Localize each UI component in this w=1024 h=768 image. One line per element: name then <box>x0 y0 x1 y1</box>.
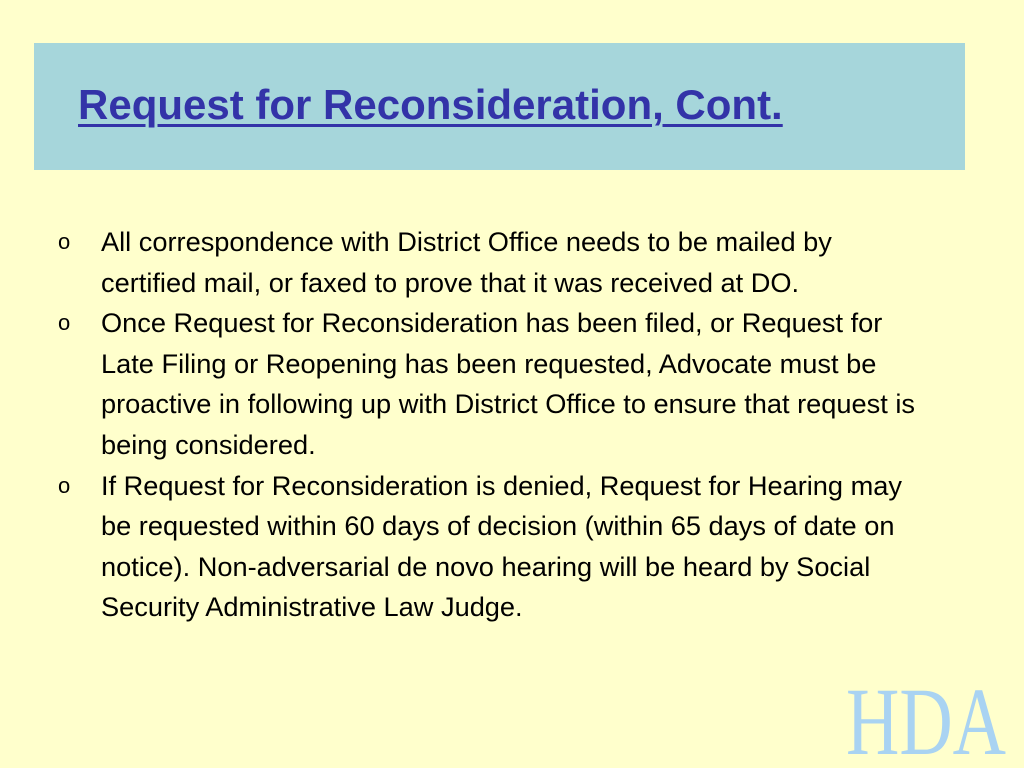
bullet-text: Once Request for Reconsideration has been filed, or Request for Late Filing or Reopening has been requested, Advocate must be proactive in following up with District Office to ensure that request is being considered. <box>101 307 915 460</box>
bullet-marker: o <box>58 472 71 498</box>
slide-title: Request for Reconsideration, Cont. <box>78 81 783 128</box>
title-banner <box>34 43 965 170</box>
bullet-marker: o <box>58 229 71 254</box>
bullet-item <box>58 222 928 303</box>
bullet-list <box>58 222 928 628</box>
hda-logo <box>843 676 1009 758</box>
bullet-text: All correspondence with District Office needs to be mailed by certified mail, or faxed to prove that it was received at DO. <box>101 226 832 298</box>
bullet-marker: o <box>58 310 71 336</box>
bullet-item <box>58 303 928 465</box>
logo-text: HDA <box>846 676 1006 758</box>
bullet-item <box>58 466 928 628</box>
bullet-text: If Request for Reconsideration is denied, Request for Hearing may be requested within 60 days of decision (within 65 days of date on notice). Non-adversarial de novo hearing will be heard by Social Security Administrative Law Judge. <box>101 469 902 623</box>
